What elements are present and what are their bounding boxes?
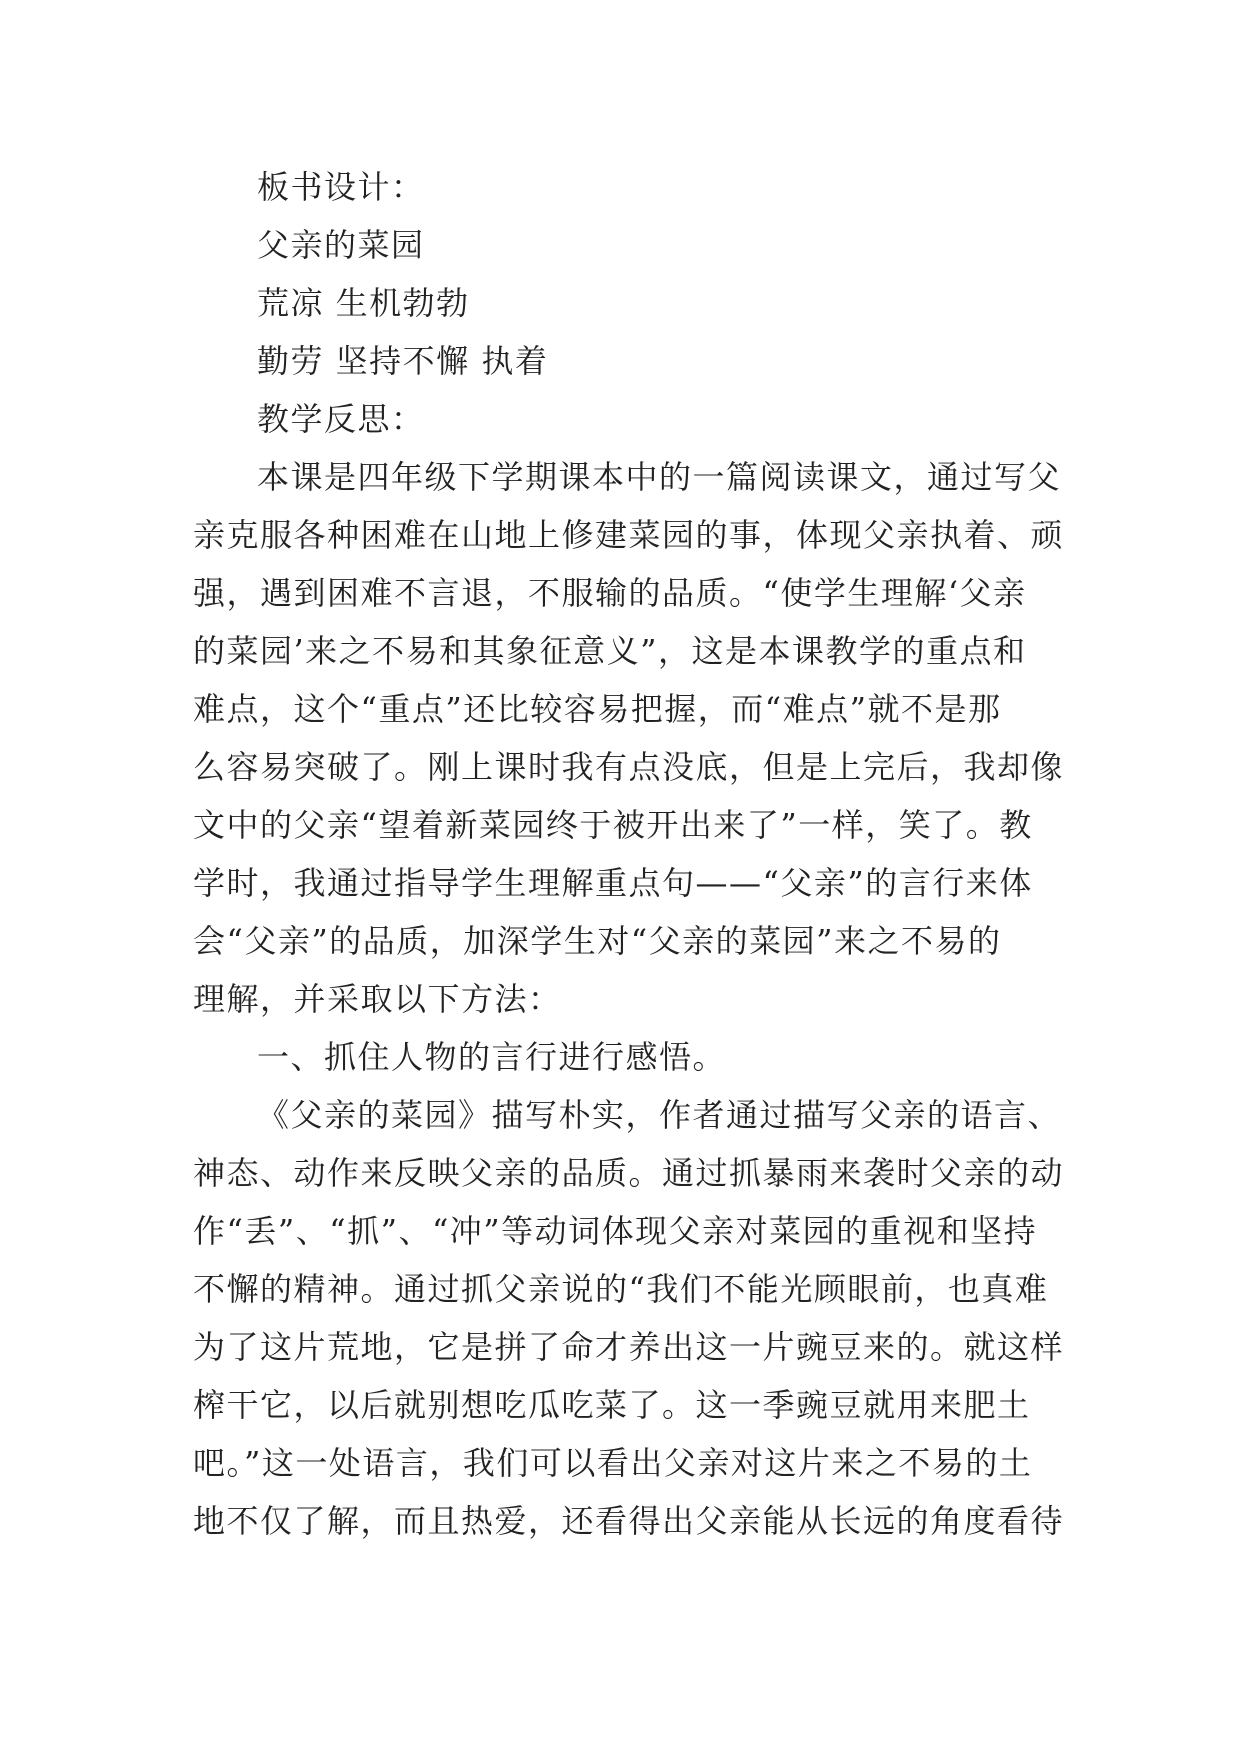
paragraph-line: 理解，并采取以下方法： xyxy=(193,980,562,1018)
paragraph-line: 本课是四年级下学期课本中的一篇阅读课文，通过写父 xyxy=(257,458,1062,496)
document-body xyxy=(193,158,1065,1550)
paragraph-line: 亲克服各种困难在山地上修建菜园的事，体现父亲执着、顽 xyxy=(193,516,1065,554)
paragraph-line: 学时，我通过指导学生理解重点句——“父亲”的言行来体 xyxy=(193,864,1033,902)
paragraph-line: 文中的父亲“望着新菜园终于被开出来了”一样，笑了。教 xyxy=(193,806,1033,844)
heading-teaching-reflection: 教学反思： xyxy=(257,400,425,438)
board-line: 荒凉 生机勃勃 xyxy=(257,284,470,322)
board-line: 勤劳 坚持不懈 执着 xyxy=(257,342,549,380)
paragraph-line: 吧。”这一处语言，我们可以看出父亲对这片来之不易的土 xyxy=(193,1444,1033,1482)
board-title: 父亲的菜园 xyxy=(257,226,425,264)
paragraph-line: 强，遇到困难不言退，不服输的品质。“使学生理解‘父亲 xyxy=(193,574,1027,612)
section-heading: 一、抓住人物的言行进行感悟。 xyxy=(257,1038,727,1076)
paragraph-line: 神态、动作来反映父亲的品质。通过抓暴雨来袭时父亲的动 xyxy=(193,1154,1065,1192)
paragraph-line: 的菜园’来之不易和其象征意义”，这是本课教学的重点和 xyxy=(193,632,1027,670)
paragraph-line: 作“丢”、“抓”、“冲”等动词体现父亲对菜园的重视和坚持 xyxy=(193,1212,1038,1250)
paragraph-line: 难点，这个“重点”还比较容易把握，而“难点”就不是那 xyxy=(193,690,1002,728)
paragraph-line: 地不仅了解，而且热爱，还看得出父亲能从长远的角度看待 xyxy=(193,1502,1065,1540)
paragraph-line: 榨干它，以后就别想吃瓜吃菜了。这一季豌豆就用来肥土 xyxy=(193,1386,1031,1424)
paragraph-line: 会“父亲”的品质，加深学生对“父亲的菜园”来之不易的 xyxy=(193,922,1002,960)
paragraph-line: 《父亲的菜园》描写朴实，作者通过描写父亲的语言、 xyxy=(257,1096,1062,1134)
paragraph-line: 为了这片荒地，它是拼了命才养出这一片豌豆来的。就这样 xyxy=(193,1328,1065,1366)
paragraph-line: 不懈的精神。通过抓父亲说的“我们不能光顾眼前，也真难 xyxy=(193,1270,1049,1308)
paragraph-line: 么容易突破了。刚上课时我有点没底，但是上完后，我却像 xyxy=(193,748,1065,786)
heading-board-design: 板书设计： xyxy=(257,168,425,206)
